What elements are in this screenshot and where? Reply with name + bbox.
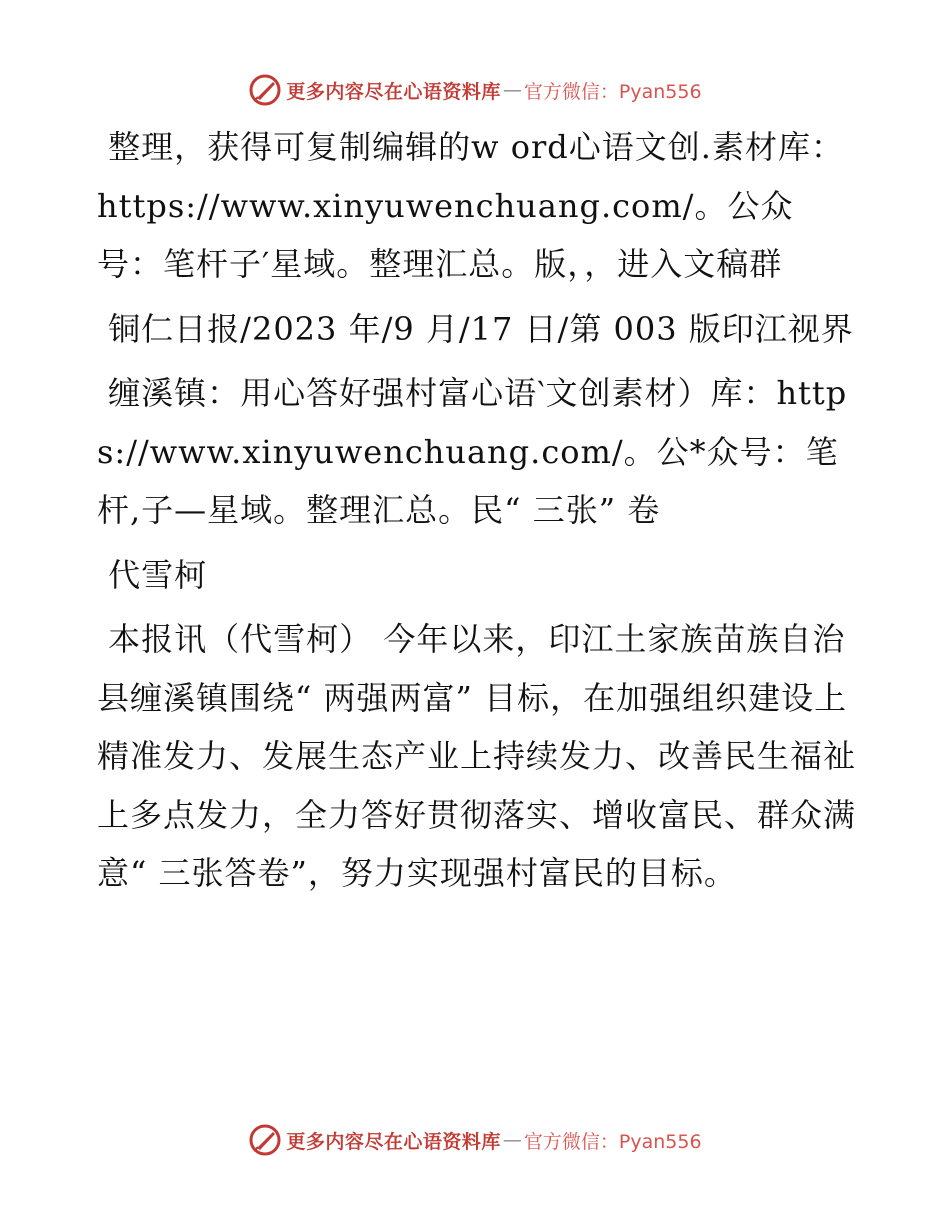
header-dash: —	[502, 79, 522, 101]
paragraph-intro: 整理，获得可复制编辑的w ord心语文创.素材库：https://www.xinyuwenchuang.com/。公众号：笔杆子′星域。整理汇总。版，，进入文稿群	[97, 128, 844, 283]
paragraph-body: 本报讯（代雪柯） 今年以来，印江土家族苗族自治县缠溪镇围绕“ 两强两富” 目标，在加强组织建设上精准发力、发展生态产业上持续发力、改善民生福祉上多点发力，全力答好贯彻落实、增收富民、群众满意“ 三张答卷”，努力实现强村富民的目标。	[97, 620, 857, 892]
article-body	[97, 118, 857, 903]
paragraph-source: 铜仁日报/2023 年/9 月/17 日/第 003 版印江视界	[97, 309, 854, 348]
paragraph-author: 代雪柯	[97, 555, 208, 594]
footer-brand-text: 更多内容尽在心语资料库	[286, 1130, 501, 1153]
paragraph-headline: 缠溪镇：用心答好强村富心语‵文创素材）库：https://www.xinyuwenchuang.com/。公*众号：笔杆,子—星域。整理汇总。民“ 三张” 卷	[97, 374, 848, 529]
footer-watermark-banner	[0, 1120, 950, 1160]
footer-contact-text: 官方微信：Pyan556	[523, 1130, 702, 1153]
header-contact-text: 官方微信：Pyan556	[523, 80, 702, 103]
header-watermark-banner	[0, 70, 950, 110]
header-brand-text: 更多内容尽在心语资料库	[286, 80, 501, 103]
footer-dash: —	[502, 1129, 522, 1151]
quill-seal-icon	[248, 1123, 282, 1157]
quill-seal-icon	[248, 73, 282, 107]
